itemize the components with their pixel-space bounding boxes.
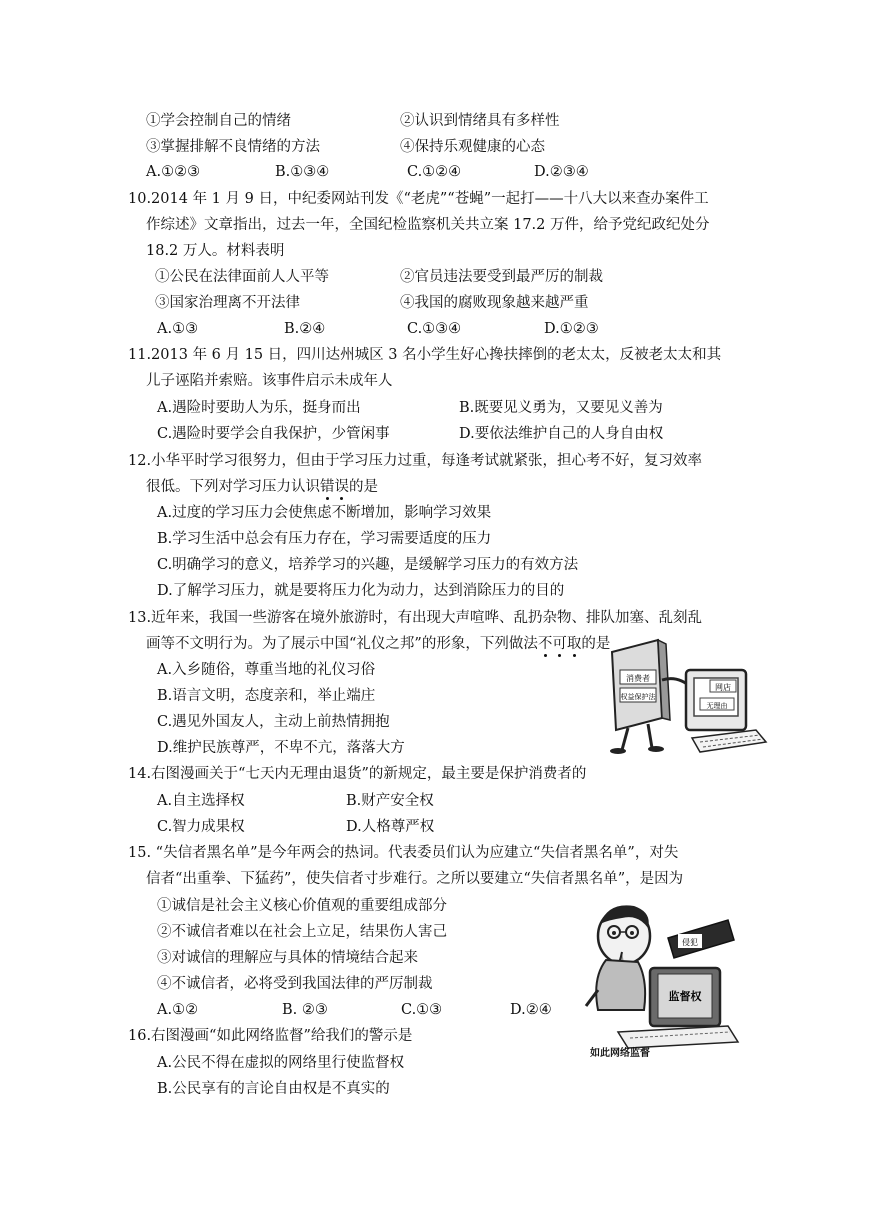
q10-option-4: ④我国的腐败现象越来越严重 [400,295,589,311]
q12-stem-line-2 [146,477,378,497]
q16-choice-a: A.公民不得在虚拟的网络里行使监督权 [157,1055,405,1071]
book-label-consumer: 消费者 [626,674,650,683]
q15-option-3: ③对诚信的理解应与具体的情境结合起来 [157,950,418,966]
q12-emphasis-char: 误 [334,479,349,495]
q11-stem-line-2: 儿子诬陷并索赔。该事件启示未成年人 [146,373,393,389]
q15-option-2: ②不诚信者难以在社会上立足，结果伤人害己 [157,924,447,940]
q12-choice-a: A.过度的学习压力会使焦虑不断增加，影响学习效果 [157,505,492,521]
q10-stem-line-3: 18.2 万人。材料表明 [146,243,285,259]
q10-option-1: ①公民在法律面前人人平等 [155,269,329,285]
q10-option-3: ③国家治理离不开法律 [155,295,300,311]
law-book-icon [612,640,662,730]
q13-emphasis-char: 不 [537,636,553,652]
q11-choice-a: A.遇险时要助人为乐，挺身而出 [157,400,361,416]
q15-choice-b: B. ②③ [282,1002,328,1018]
screen-label-shop: 网店 [715,683,731,692]
q14-choice-b: B.财产安全权 [346,793,434,809]
q13-choice-a: A.入乡随俗，尊重当地的礼仪习俗 [157,662,376,678]
q15-choice-d: D.②④ [510,1002,552,1018]
q10-option-2: ②官员违法要受到最严厉的制裁 [400,269,603,285]
q15-choice-c: C.①③ [401,1002,443,1018]
q15-option-4: ④不诚信者，必将受到我国法律的严厉制裁 [157,976,433,992]
q14-choice-d: D.人格尊严权 [346,819,435,835]
q12-stem-text: 很低。下列对学习压力认识 [146,479,320,495]
q13-choice-d: D.维护民族尊严，不卑不亢，落落大方 [157,740,405,756]
q10-choice-d: D.①②③ [544,321,599,337]
q12-choice-b: B.学习生活中总会有压力存在，学习需要适度的压力 [157,531,492,547]
q10-choice-a: A.①③ [157,321,199,337]
q10-stem-line-1: 10.2014 年 1 月 9 日，中纪委网站刊发《“老虎”“苍蝇”一起打——十八大以来查办案件工 [128,191,709,207]
q12-stem-line-1: 12.小华平时学习很努力，但由于学习压力过重，每逢考试就紧张，担心考不好，复习效率 [128,453,703,469]
q13-choice-b: B.语言文明，态度亲和，举止端庄 [157,688,376,704]
q9-option-1: ①学会控制自己的情绪 [146,113,291,129]
network-supervision-cartoon [578,898,758,1058]
q15-stem-line-1: 15. “失信者黑名单”是今年两会的热词。代表委员们认为应建立“失信者黑名单”，对失 [128,845,679,861]
q9-choice-c: C.①②④ [407,164,462,180]
q13-stem-line-1: 13.近年来，我国一些游客在境外旅游时，有出现大声喧哗、乱扔杂物、排队加塞、乱刻乱 [128,610,703,626]
q16-stem: 16.右图漫画“如此网络监督”给我们的警示是 [128,1028,413,1044]
q10-choice-b: B.②④ [284,321,326,337]
book-label-law: 权益保护法 [620,693,656,701]
q10-choice-c: C.①③④ [407,321,462,337]
q11-choice-d: D.要依法维护自己的人身自由权 [459,426,664,442]
q11-stem-line-1: 11.2013 年 6 月 15 日，四川达州城区 3 名小学生好心搀扶摔倒的老太太，反被老太太和其 [128,347,722,363]
q9-option-2: ②认识到情绪具有多样性 [400,113,560,129]
q15-choice-a: A.①② [157,1002,199,1018]
q14-choice-a: A.自主选择权 [157,793,245,809]
q15-option-1: ①诚信是社会主义核心价值观的重要组成部分 [157,898,447,914]
q11-choice-b: B.既要见义勇为，又要见义善为 [459,400,663,416]
q13-stem-text: 画等不文明行为。为了展示中国“礼仪之邦”的形象，下列做法 [146,636,538,652]
consumer-rights-cartoon [600,630,770,760]
q13-emphasis-char: 取 [566,636,582,652]
q14-stem: 14.右图漫画关于“七天内无理由退货”的新规定，最主要是保护消费者的 [128,766,587,782]
q13-emphasis-char: 可 [552,636,567,652]
q9-option-4: ④保持乐观健康的心态 [400,139,545,155]
q13-stem-text-end: 的是 [581,636,611,652]
q14-choice-c: C.智力成果权 [157,819,245,835]
q11-choice-c: C.遇险时要学会自我保护，少管闲事 [157,426,390,442]
q15-stem-line-2: 信者“出重拳、下猛药”，使失信者寸步难行。之所以要建立“失信者黑名单”，是因为 [146,871,684,887]
screen-label-noreason: 无理由 [706,702,728,710]
q12-choice-d: D.了解学习压力，就是要将压力化为动力，达到消除压力的目的 [157,583,565,599]
q12-emphasis-char: 错 [320,479,335,495]
q13-stem-line-2 [146,634,610,654]
q9-choice-d: D.②③④ [534,164,589,180]
q9-choice-a: A.①②③ [146,164,201,180]
q12-stem-text-end: 的是 [349,479,378,495]
q9-option-3: ③掌握排解不良情绪的方法 [146,139,320,155]
paper-label: 侵犯 [682,938,698,947]
keyboard-icon [692,730,766,752]
q9-choice-b: B.①③④ [275,164,330,180]
cartoon-caption: 如此网络监督 [590,1048,650,1059]
q10-stem-line-2: 作综述》文章指出，过去一年，全国纪检监察机关共立案 17.2 万件，给予党纪政纪处分 [146,217,710,233]
q13-choice-c: C.遇见外国友人，主动上前热情拥抱 [157,714,390,730]
screen-label-supervision: 监督权 [668,990,702,1003]
q12-choice-c: C.明确学习的意义，培养学习的兴趣，是缓解学习压力的有效方法 [157,557,579,573]
q16-choice-b: B.公民享有的言论自由权是不真实的 [157,1081,390,1097]
